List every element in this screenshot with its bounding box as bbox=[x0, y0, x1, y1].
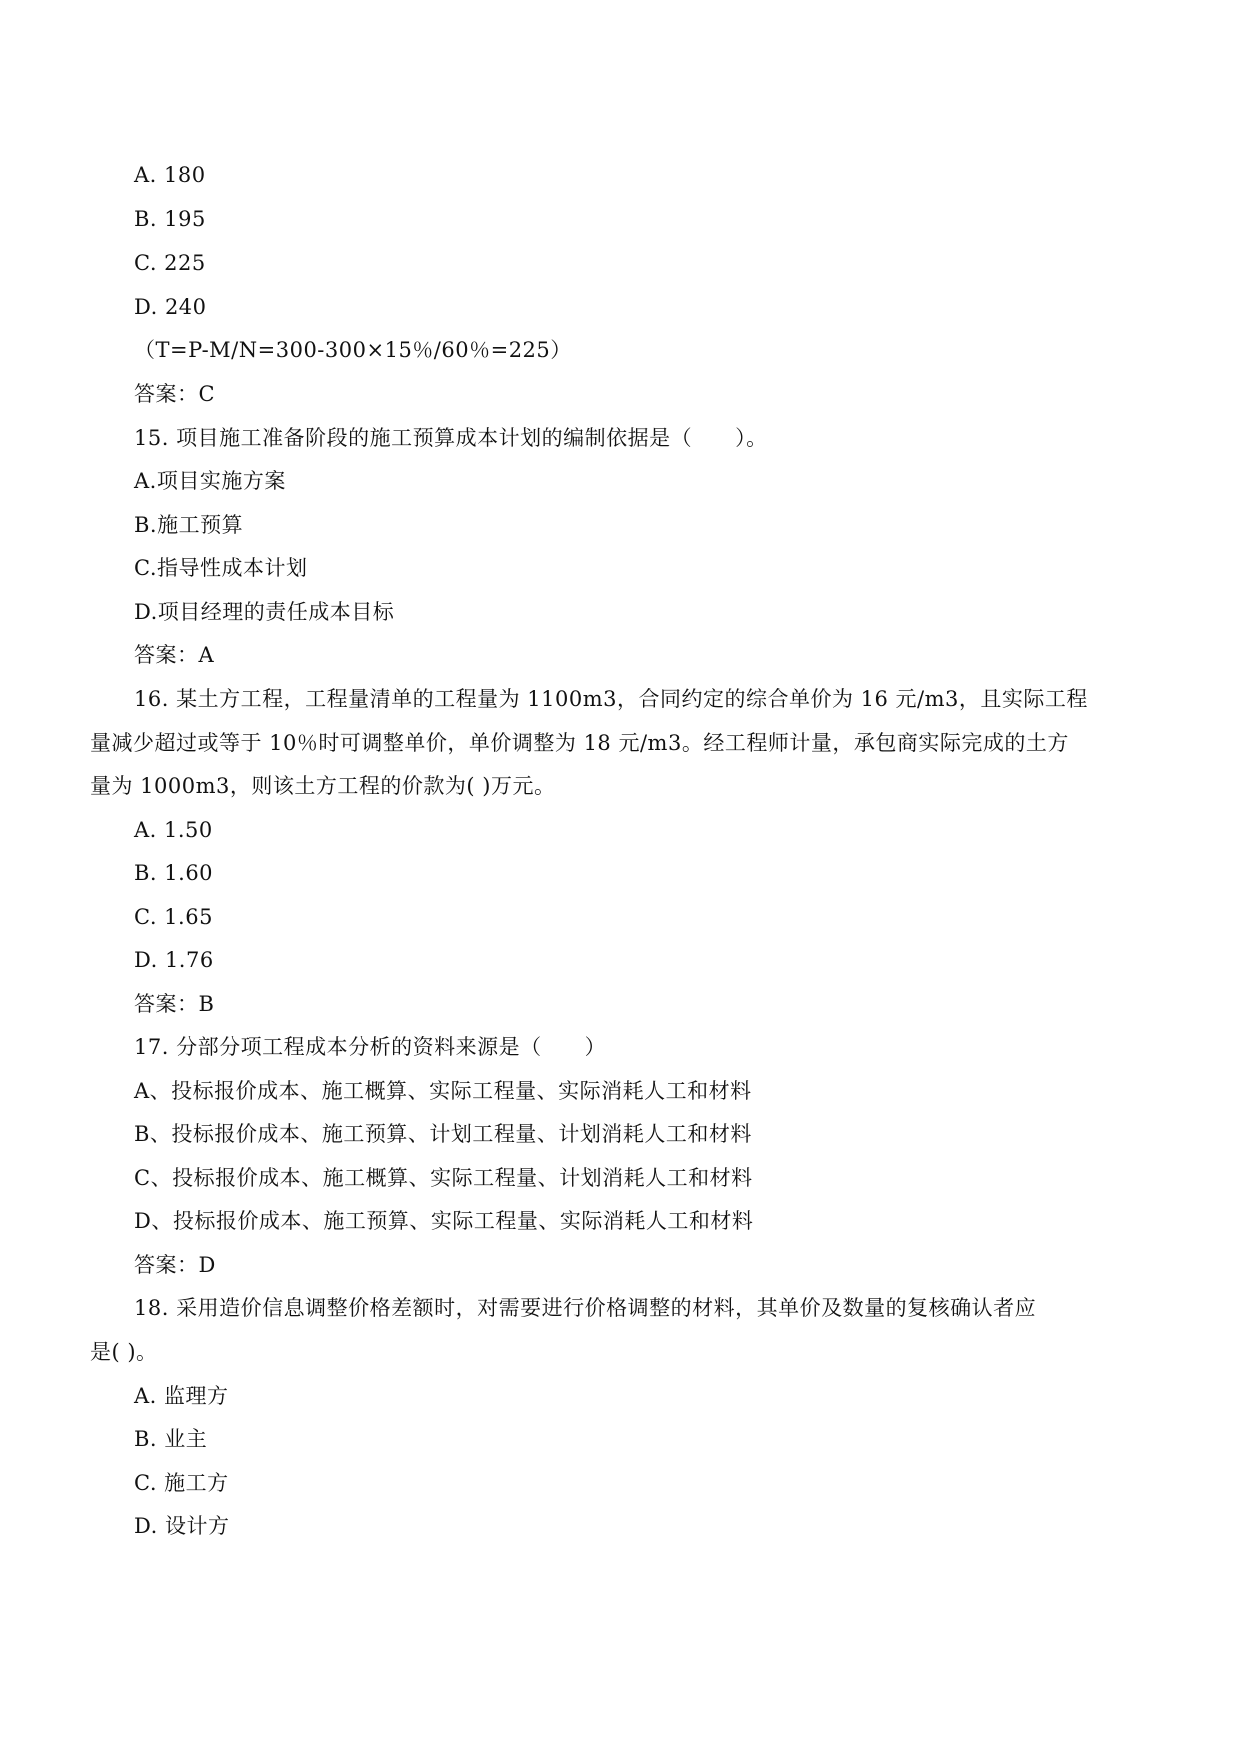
q17-question: 17. 分部分项工程成本分析的资料来源是（ ） bbox=[134, 1035, 607, 1059]
q18-question-line-2: 是( )。 bbox=[90, 1340, 158, 1364]
q18-option-c: C. 施工方 bbox=[134, 1471, 229, 1495]
q14-option-c: C. 225 bbox=[134, 251, 206, 275]
q16-option-b: B. 1.60 bbox=[134, 861, 214, 885]
q14-option-d: D. 240 bbox=[134, 295, 207, 319]
q17-option-d: D、投标报价成本、施工预算、实际工程量、实际消耗人工和材料 bbox=[134, 1209, 754, 1233]
q18-question-line-1: 18. 采用造价信息调整价格差额时，对需要进行价格调整的材料，其单价及数量的复核确认者应 bbox=[134, 1296, 1037, 1320]
q15-option-b: B.施工预算 bbox=[134, 513, 244, 537]
q17-answer: 答案：D bbox=[134, 1253, 216, 1277]
q14-option-a: A. 180 bbox=[134, 163, 206, 187]
q17-option-c: C、投标报价成本、施工概算、实际工程量、计划消耗人工和材料 bbox=[134, 1166, 753, 1190]
q17-option-a: A、投标报价成本、施工概算、实际工程量、实际消耗人工和材料 bbox=[134, 1079, 752, 1103]
q15-option-c: C.指导性成本计划 bbox=[134, 556, 308, 580]
q17-option-b: B、投标报价成本、施工预算、计划工程量、计划消耗人工和材料 bbox=[134, 1122, 752, 1146]
q16-answer: 答案：B bbox=[134, 992, 215, 1016]
q16-question-line-2: 量减少超过或等于 10％时可调整单价，单价调整为 18 元/m3。经工程师计量，承包商实际完成的土方 bbox=[90, 731, 1069, 755]
q15-answer: 答案：A bbox=[134, 643, 215, 667]
q18-option-b: B. 业主 bbox=[134, 1427, 208, 1451]
q15-option-a: A.项目实施方案 bbox=[134, 469, 286, 493]
q15-question: 15. 项目施工准备阶段的施工预算成本计划的编制依据是（ ）。 bbox=[134, 426, 768, 450]
q16-option-a: A. 1.50 bbox=[134, 818, 213, 842]
q14-option-b: B. 195 bbox=[134, 207, 206, 231]
q16-option-d: D. 1.76 bbox=[134, 948, 214, 972]
q14-answer: 答案：C bbox=[134, 382, 216, 406]
q16-option-c: C. 1.65 bbox=[134, 905, 213, 929]
q18-option-a: A. 监理方 bbox=[134, 1384, 229, 1408]
q14-solution-note: （T=P-M/N=300-300×15％/60％=225） bbox=[134, 338, 572, 362]
q16-question-line-1: 16. 某土方工程，工程量清单的工程量为 1100m3，合同约定的综合单价为 16 元/m3，且实际工程 bbox=[134, 687, 1088, 711]
q15-option-d: D.项目经理的责任成本目标 bbox=[134, 600, 395, 624]
q16-question-line-3: 量为 1000m3，则该土方工程的价款为( )万元。 bbox=[90, 774, 556, 798]
q18-option-d: D. 设计方 bbox=[134, 1514, 230, 1538]
